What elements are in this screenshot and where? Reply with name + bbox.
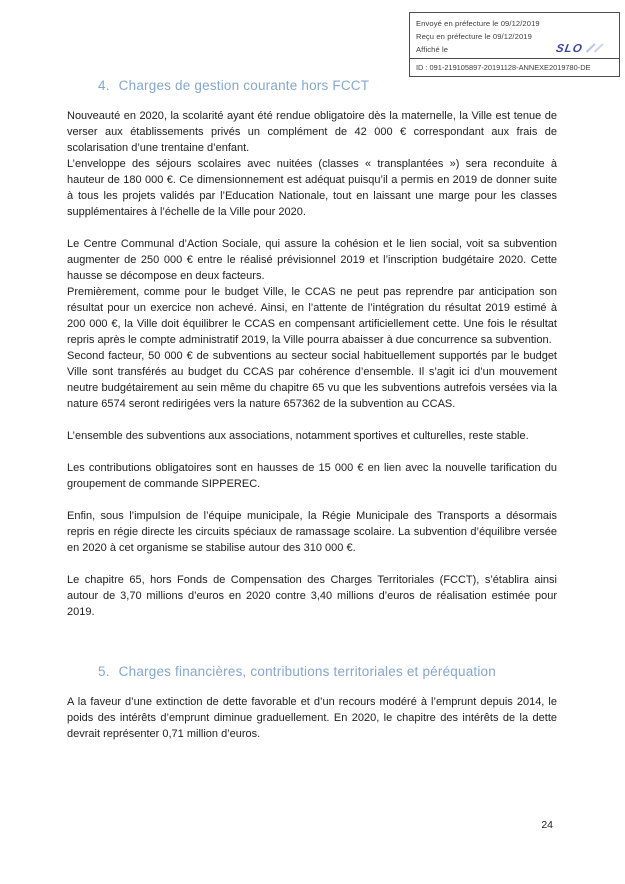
- page-number: 24: [541, 819, 553, 831]
- stamp-received-line: Reçu en préfecture le 09/12/2019: [416, 32, 532, 41]
- paragraph-second-facteur: Second facteur, 50 000 € de subventions au secteur social habituellement supportés par le budget Ville sont transférés au budget du CCAS par cohérence d’ensemble. Il s’agit ici d’un mouvement neutre budgétairement au sein même du chapitre 65 vu que les subventions autrefois versées via la nature 6574 seront redirigées vers la nature 657362 de la subvention au CCAS.: [67, 350, 557, 410]
- paragraph-premierement: Premièrement, comme pour le budget Ville, le CCAS ne peut pas reprendre par anticipation son résultat pour un exercice non achevé. Ainsi, en l’attente de l’intégration du résultat 2019 estimé à 200 000 €, la Ville doit équilibrer le CCAS en compensant artificiellement cette. Une fois le résultat repris après le compte administratif 2019, la Ville pourra abaisser à due concurrence sa subvention.: [67, 286, 557, 346]
- paragraph-ccas-cohesion: Le Centre Communal d’Action Sociale, qui assure la cohésion et le lien social, voit sa subvention augmenter de 250 000 € entre le réalisé prévisionnel 2019 et l’inscription budgétaire 2020. Cette hausse se décompose en deux facteurs.: [67, 238, 557, 282]
- section-4-number: 4.: [98, 78, 110, 93]
- paragraph-extinction-dette: A la faveur d’une extinction de dette favorable et d’un recours modéré à l’emprunt depuis 2014, le poids des intérêts d’emprunt diminue graduellement. En 2020, le chapitre des intérêts de la dette devrait représenter 0,71 million d’euros.: [67, 696, 557, 740]
- section-5-title: Charges financières, contributions territoriales et péréquation: [118, 664, 496, 679]
- paragraph-regie-transports: Enfin, sous l’impulsion de l’équipe municipale, la Régie Municipale des Transports a désormais repris en régie directe les circuits spéciaux de ramassage scolaire. La subvention d’équilibre versée en 2020 à cet organisme se stabilise autour des 310 000 €.: [67, 510, 557, 554]
- paragraph-nouveaute-2020: Nouveauté en 2020, la scolarité ayant été rendue obligatoire dès la maternelle, la Ville est tenue de verser aux établissements privés un complément de 42 000 € correspondant aux frais de scolarisation d’une trentaine d’enfant.: [67, 110, 557, 154]
- section-4-heading: [98, 78, 557, 93]
- document-content: [67, 0, 557, 742]
- paragraph-subventions-associations: L’ensemble des subventions aux associations, notamment sportives et culturelles, reste stable.: [67, 430, 529, 442]
- section-5-heading: [98, 664, 557, 679]
- city-logo-text: SLO: [555, 43, 585, 55]
- paragraph-enveloppe-sejours: L’enveloppe des séjours scolaires avec nuitées (classes « transplantées ») sera reconduite à hauteur de 180 000 €. Ce dimensionnement est adéquat puisqu’il a permis en 2019 de donner suite à tous les projets validés par l’Education Nationale, tout en laissant une marge pour les classes supplémentaires à l’échelle de la Ville pour 2020.: [67, 158, 557, 218]
- stamp-sent-line: Envoyé en préfecture le 09/12/2019: [416, 19, 540, 28]
- section-5-number: 5.: [98, 664, 110, 679]
- stamp-posted-line: Affiché le: [416, 45, 449, 54]
- logo-swoosh-icon: [583, 40, 606, 58]
- paragraph-chapitre-65: Le chapitre 65, hors Fonds de Compensation des Charges Territoriales (FCCT), s’établira ainsi autour de 3,70 millions d’euros en 2020 contre 3,40 millions d’euros de réalisation estimée pour 2019.: [67, 574, 557, 618]
- stamp-id-line: ID : 091-219105897-20191128-ANNEXE2019780-DE: [410, 58, 619, 76]
- paragraph-contributions-obligatoires: Les contributions obligatoires sont en hausses de 15 000 € en lien avec la nouvelle tarification du groupement de commande SIPPEREC.: [67, 462, 557, 490]
- city-logo: [555, 40, 607, 58]
- section-4-title: Charges de gestion courante hors FCCT: [118, 78, 370, 93]
